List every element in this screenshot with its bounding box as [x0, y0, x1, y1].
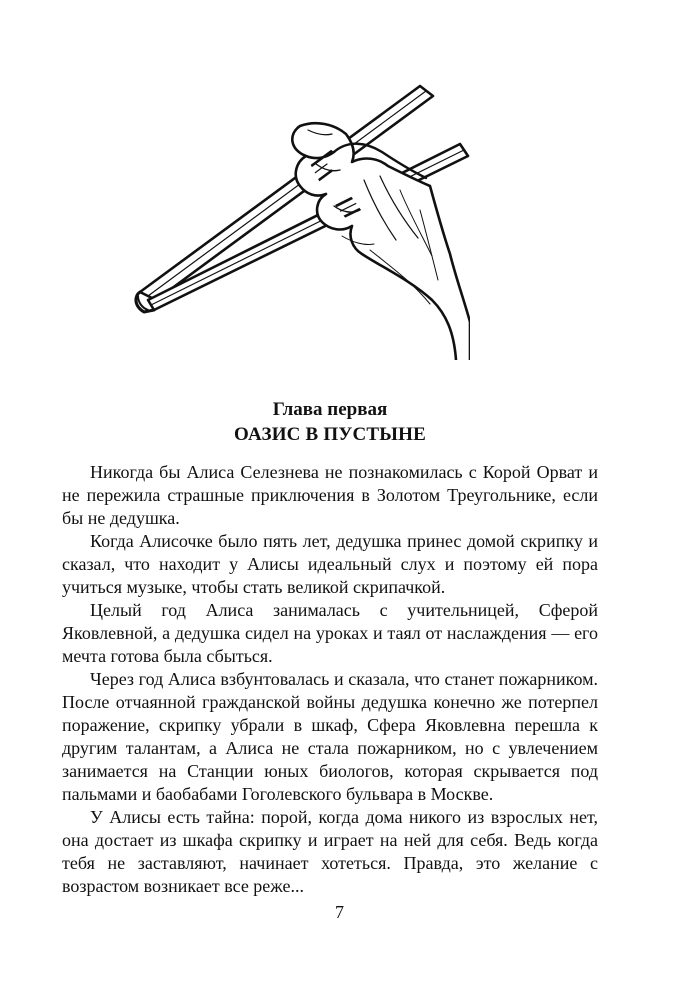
paragraph: Никогда бы Алиса Селезнева не познакомилась с Корой Орват и не пережила страшные приключения в Золотом Треугольнике, если бы не дедушка. — [62, 462, 598, 528]
paragraph: У Алисы есть тайна: порой, когда дома никого из взрослых нет, она достает из шкафа скрипку и играет на ней для себя. Ведь когда тебя не заставляют, начинает хотеться. Правда, это желание с возрастом возникает все реже... — [62, 807, 598, 896]
paragraph: Когда Алисочке было пять лет, дедушка принес домой скрипку и сказал, что находит у Алисы идеальный слух и поэтому ей пора учиться музыке, чтобы стать великой скрипачкой. — [62, 531, 598, 597]
chapter-title: ОАЗИС В ПУСТЫНЕ — [233, 424, 426, 445]
chapter-heading — [60, 398, 600, 448]
hand-with-chopsticks-illustration — [120, 60, 470, 360]
chapter-label: Глава первая — [272, 399, 388, 420]
paragraph: Целый год Алиса занималась с учительницей, Сферой Яковлевной, а дедушка сидел на уроках и таял от наслаждения — его мечта готова была сбыться. — [62, 600, 598, 666]
page-number: 7 — [335, 902, 344, 922]
paragraph: Через год Алиса взбунтовалась и сказала, что станет пожарником. После отчаянной гражданской войны дедушка конечно же потерпел поражение, скрипку убрали в шкаф, Сфера Яковлевна перешла к другим талантам, а Алиса не стала пожарником, но с увлечением занимается на Станции юных биологов, которая скрывается под пальмами и баобабами Гоголевского бульвара в Москве. — [62, 669, 598, 804]
chapter-body — [62, 461, 598, 898]
